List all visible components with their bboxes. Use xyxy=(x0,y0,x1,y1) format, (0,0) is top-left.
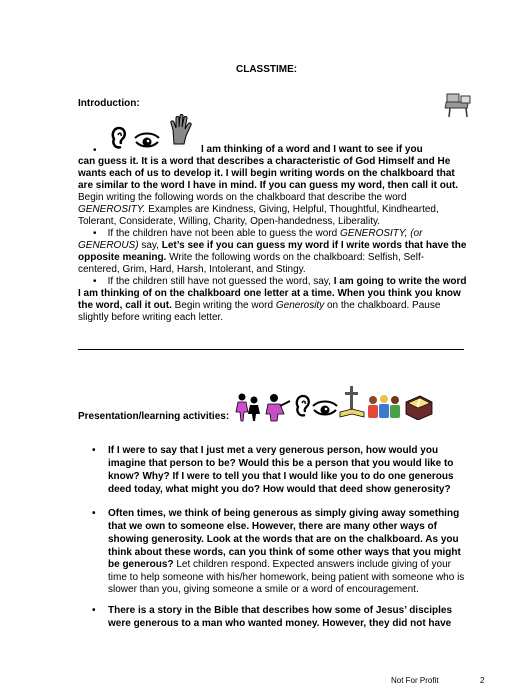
ear-icon xyxy=(294,394,310,418)
bullet2-line2: that we own to someone else. However, there are many other ways of xyxy=(108,521,437,532)
para3-generosity: Generosity xyxy=(275,300,325,311)
presentation-heading: Presentation/learning activities: xyxy=(78,411,230,422)
bullet-dot: • xyxy=(92,605,96,616)
intro-para2-line4: centered, Grim, Hard, Harsh, Intolerant, and Stingy. xyxy=(78,264,306,275)
para3-text: If the children still have not guessed the word, say, xyxy=(107,276,334,287)
para2-write: Write the following words on the chalkboard: Selfish, Self- xyxy=(166,252,425,263)
footer-note: Not For Profit xyxy=(391,676,439,685)
introduction-heading: Introduction: xyxy=(78,98,140,109)
intro-para1-line7: Tolerant, Considerate, Willing, Charity, Open-handedness, Liberality. xyxy=(78,216,381,227)
bullet3-line2: were generous to a man who wanted money. However, they did not have xyxy=(108,618,452,629)
eye-icon xyxy=(311,400,339,418)
bullet1-line3: know? Why? If I were to tell you that I would like you to do one generous xyxy=(108,471,454,482)
bullet-dot: • xyxy=(93,276,108,287)
bullet2-line6: time to help someone with his/her homework, being patient with someone who is xyxy=(108,572,465,583)
bible-icon xyxy=(404,394,434,420)
bullet-dot: • xyxy=(93,145,97,156)
bullet2-line4: think about these words, can you think of some other ways that you might xyxy=(108,547,461,558)
page-title: CLASSTIME: xyxy=(236,64,298,75)
bullet2-line7: slower than you, giving someone a smile or a word of encouragement. xyxy=(108,584,419,595)
bullet2-line3: showing generosity. Look at the words that are on the chalkboard. As you xyxy=(108,534,459,545)
intro-para3-line1 xyxy=(93,276,466,288)
intro-para1-line6 xyxy=(78,204,439,216)
bullet2-line5 xyxy=(108,559,451,571)
bullet-dot: • xyxy=(93,228,108,239)
section-divider xyxy=(78,349,464,350)
bullet2-be-generous: be generous? xyxy=(108,559,174,570)
ear-icon xyxy=(109,126,127,150)
para2-opposite: opposite meaning. xyxy=(78,252,167,263)
bullet2-tail: Let children respond. Expected answers include giving of your xyxy=(173,559,451,570)
bullet3-line1: There is a story in the Bible that describes how some of Jesus’ disciples xyxy=(108,605,452,616)
pointing-child-icon xyxy=(262,392,292,422)
eye-icon xyxy=(133,132,161,150)
generosity-word: GENEROSITY. xyxy=(78,204,146,215)
intro-para2-line1 xyxy=(93,228,422,240)
bullet2-line1: Often times, we think of being generous as simply giving away something xyxy=(108,508,460,519)
bullet1-line4: deed today, what might you do? How would that deed show generosity? xyxy=(108,484,451,495)
hand-icon xyxy=(168,114,192,146)
intro-para1-line2: can guess it. It is a word that describes a characteristic of God Himself and He xyxy=(78,156,451,167)
para2-generosity: GENEROSITY, (or xyxy=(340,228,423,239)
intro-para2-line2 xyxy=(78,240,466,252)
chalkboard-desk-icon xyxy=(444,92,474,118)
intro-para1-line5: Begin writing the following words on the chalkboard that describe the word xyxy=(78,192,407,203)
para2-text: If the children have not been able to guess the word xyxy=(107,228,341,239)
people-icon xyxy=(234,392,262,422)
intro-para3-line4: slightly before writing each letter. xyxy=(78,312,224,323)
intro-para3-line3 xyxy=(78,300,440,312)
intro-para1-line4: are similar to the word I have in mind. If you can guess my word, then call it out. xyxy=(78,180,459,191)
children-group-icon xyxy=(366,394,402,420)
para3-pause: on the chalkboard. Pause xyxy=(324,300,441,311)
para3-bold: I am going to write the word xyxy=(333,276,467,287)
bullet1-line1: If I were to say that I just met a very generous person, how would you xyxy=(108,445,439,456)
intro-para1-line3: wants each of us to develop it. I will begin writing words on the chalkboard that xyxy=(78,168,455,179)
bullet1-line2: imagine that person to be? Would this be a person that you would like to xyxy=(108,458,454,469)
intro-para2-line3 xyxy=(78,252,424,264)
intro-para3-line2: I am thinking of on the chalkboard one letter at a time. When you think you know xyxy=(78,288,461,299)
intro-para1-line1: I am thinking of a word and I want to see if you xyxy=(201,144,423,155)
para2-generous: GENEROUS) xyxy=(78,240,139,251)
para3-call: the word, call it out. xyxy=(78,300,172,311)
bullet-dot: • xyxy=(92,508,96,519)
bullet-dot: • xyxy=(92,445,96,456)
para3-begin: Begin writing the word xyxy=(171,300,276,311)
examples-text: Examples are Kindness, Giving, Helpful, Thoughtful, Kindhearted, xyxy=(145,204,439,215)
cross-book-icon xyxy=(338,384,366,420)
para2-say: say, xyxy=(138,240,162,251)
page-number: 2 xyxy=(480,676,485,685)
para2-bold: Let’s see if you can guess my word if I write words that have the xyxy=(161,240,467,251)
